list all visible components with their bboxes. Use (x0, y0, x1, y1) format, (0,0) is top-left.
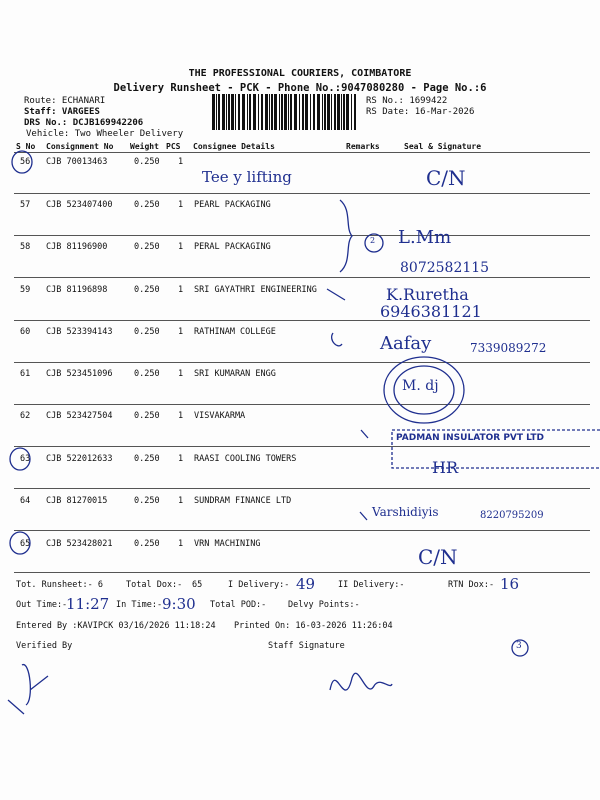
row-pcs: 1 (178, 200, 184, 210)
entered-by: Entered By :KAVIPCK 03/16/2026 11:18:24 (16, 621, 216, 631)
row-weight: 0.250 (134, 242, 160, 252)
out-time-label: Out Time:- (16, 600, 68, 610)
company-stamp: PADMAN INSULATOR PVT LTD (396, 433, 545, 443)
rtn-dox-label: RTN Dox:- (448, 580, 495, 590)
row-weight: 0.250 (134, 496, 160, 506)
row-consignee: SRI KUMARAN ENGG (194, 369, 276, 379)
handwritten-name: Varshidiyis (372, 505, 439, 519)
row-consignee: PEARL PACKAGING (194, 200, 271, 210)
company-title: THE PROFESSIONAL COURIERS, COIMBATORE (188, 68, 412, 79)
row-consignment: CJB 81270015 (46, 496, 108, 506)
page-circle-number: 3 (516, 641, 522, 651)
handwritten-phone: 8072582115 (400, 260, 490, 276)
tot-runsheet: Tot. Runsheet:- 6 (16, 580, 103, 590)
row-consignment: CJB 70013463 (46, 157, 108, 167)
total-dox-value: 65 (192, 580, 203, 590)
total-dox-label: Total Dox:- (126, 580, 183, 590)
drs-number: DRS No.: DCJB169942206 (24, 118, 144, 128)
row-weight: 0.250 (134, 200, 160, 210)
col-consignment: Consignment No (46, 142, 114, 151)
row-weight: 0.250 (134, 454, 160, 464)
handwritten-signature: HR (432, 458, 458, 477)
row-consignee: SRI GAYATHRI ENGINEERING (194, 285, 317, 295)
col-consignee: Consignee Details (193, 142, 275, 151)
col-pcs: PCS (166, 142, 181, 151)
row-consignment: CJB 522012633 (46, 454, 113, 464)
row-sno: 60 (20, 327, 31, 337)
vehicle-label: Vehicle: Two Wheeler Delivery (26, 129, 184, 139)
row-consignee: PERAL PACKAGING (194, 242, 271, 252)
rs-number: RS No.: 1699422 (366, 96, 448, 106)
row-consignee: VRN MACHINING (194, 539, 261, 549)
row-pcs: 1 (178, 157, 184, 167)
row-weight: 0.250 (134, 411, 160, 421)
row-pcs: 1 (178, 539, 184, 549)
row-consignment: CJB 523394143 (46, 327, 113, 337)
row-sno: 56 (20, 157, 31, 167)
handwritten-phone: 6946381121 (380, 302, 482, 321)
i-delivery-label: I Delivery:- (228, 580, 290, 590)
row-pcs: 1 (178, 242, 184, 252)
row-sno: 59 (20, 285, 31, 295)
row-pcs: 1 (178, 496, 184, 506)
out-time-value: 11:27 (66, 595, 110, 613)
row-sno: 61 (20, 369, 31, 379)
row-sno: 58 (20, 242, 31, 252)
col-seal: Seal & Signature (404, 142, 482, 151)
row-consignee: SUNDRAM FINANCE LTD (194, 496, 292, 506)
handwritten-phone: 7339089272 (470, 341, 547, 355)
row-consignment: CJB 523451096 (46, 369, 113, 379)
row-sno: 64 (20, 496, 31, 506)
row-consignee: RATHINAM COLLEGE (194, 327, 276, 337)
row-sno: 63 (20, 454, 31, 464)
route-label: Route: ECHANARI (24, 96, 106, 106)
row-consignee: RAASI COOLING TOWERS (194, 454, 297, 464)
rs-date: RS Date: 16-Mar-2026 (366, 107, 475, 117)
staff-signature-label: Staff Signature (268, 641, 345, 651)
row-consignment: CJB 81196900 (46, 242, 108, 252)
row-sno: 57 (20, 200, 31, 210)
row-pcs: 1 (178, 327, 184, 337)
col-weight: Weight (130, 142, 159, 151)
runsheet-subtitle: Delivery Runsheet - PCK - Phone No.:9047080280 - Page No.:6 (113, 82, 487, 94)
row-pcs: 1 (178, 411, 184, 421)
row-pcs: 1 (178, 369, 184, 379)
staff-label: Staff: VARGEES (24, 107, 100, 117)
col-sno: S No (16, 142, 36, 151)
col-remarks: Remarks (346, 142, 380, 151)
row-consignment: CJB 523428021 (46, 539, 113, 549)
row-pcs: 1 (178, 454, 184, 464)
row-consignee: VISVAKARMA (194, 411, 246, 421)
row-weight: 0.250 (134, 327, 160, 337)
row-sno: 65 (20, 539, 31, 549)
verified-by-label: Verified By (16, 641, 73, 651)
row-weight: 0.250 (134, 157, 160, 167)
row-weight: 0.250 (134, 369, 160, 379)
ii-delivery-label: II Delivery:- (338, 580, 405, 590)
handwritten-name: K.Ruretha (386, 285, 469, 304)
handwritten-remark: L.Mm (398, 227, 452, 248)
in-time-value: 9:30 (162, 595, 196, 613)
delvy-points-label: Delvy Points:- (288, 600, 360, 610)
in-time-label: In Time:- (116, 600, 163, 610)
row-weight: 0.250 (134, 539, 160, 549)
row-consignment: CJB 523407400 (46, 200, 113, 210)
row-consignment: CJB 81196898 (46, 285, 108, 295)
handwritten-consignee: Tee y lifting (202, 168, 292, 186)
seal-cn: C/N (426, 166, 466, 190)
seal-cn: C/N (418, 545, 458, 569)
row-weight: 0.250 (134, 285, 160, 295)
total-pod-label: Total POD:- (210, 600, 267, 610)
handwritten-signature: Aafay (380, 333, 432, 354)
row-sno: 62 (20, 411, 31, 421)
row-pcs: 1 (178, 285, 184, 295)
row-consignment: CJB 523427504 (46, 411, 113, 421)
stamp-initials: M. dj (402, 378, 439, 394)
printed-on: Printed On: 16-03-2026 11:26:04 (234, 621, 393, 631)
handwritten-phone: 8220795209 (480, 510, 544, 521)
rtn-dox-value: 16 (500, 575, 520, 593)
i-delivery-value: 49 (296, 575, 316, 593)
